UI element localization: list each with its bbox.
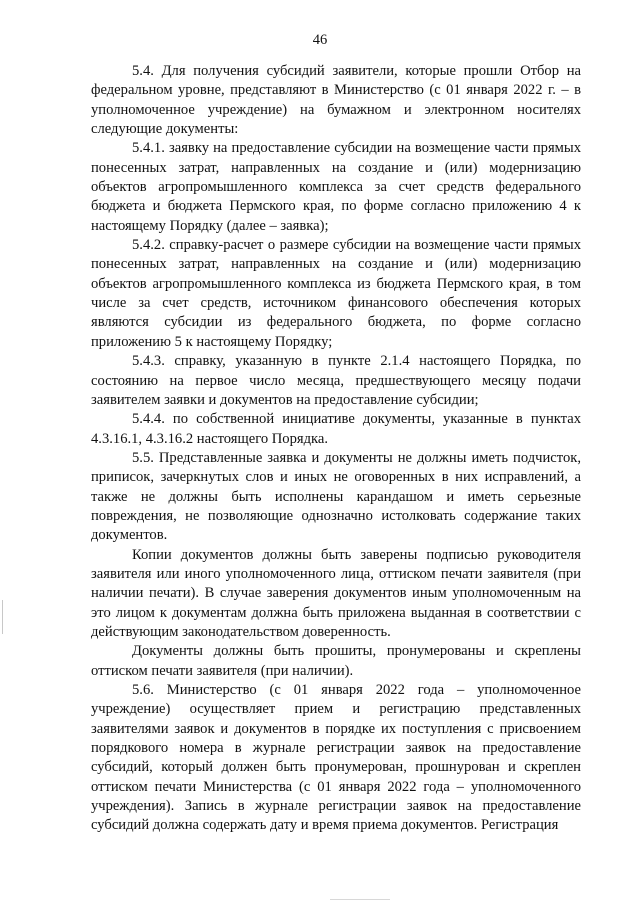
paragraph-5-5: 5.5. Представленные заявка и документы не должны иметь подчисток, приписок, зачеркнутых слов и иных не оговоренных в них исправлений, а также не должны быть исполнены карандашом и иметь серьезные повреждения, не позволяющие однозначно истолковать содержание таких документов. (91, 449, 581, 544)
paragraph-5-4-3: 5.4.3. справку, указанную в пункте 2.1.4 настоящего Порядка, по состоянию на первое число месяца, предшествующего месяцу подачи заявителем заявки и документов на предоставление субсидии; (91, 353, 581, 408)
page-number: 46 (312, 32, 328, 48)
paragraph-5-4-4: 5.4.4. по собственной инициативе документы, указанные в пунктах 4.3.16.1, 4.3.16.2 настоящего Порядка. (91, 411, 581, 447)
paragraph-5-4-2: 5.4.2. справку-расчет о размере субсидии на возмещение части прямых понесенных затрат, направленных на создание и (или) модернизацию объектов агропромышленного комплекса из бюджета Пермского края, в том числе за счет средств, источником финансового обеспечения которых являются субсидии из федерального бюджета, по форме согласно приложению 5 к настоящему Порядку; (91, 237, 581, 350)
paragraph-binding: Документы должны быть прошиты, пронумерованы и скреплены оттиском печати заявителя (при наличии). (91, 643, 581, 679)
document-body (91, 62, 581, 836)
paragraph-copies: Копии документов должны быть заверены подписью руководителя заявителя или иного уполномоченного лица, оттиском печати заявителя (при наличии печати). В случае заверения документов иным уполномоченным на это лицом к документам должна быть приложена выданная в соответствии с действующим законодательством доверенность. (91, 546, 581, 640)
paragraph-5-6: 5.6. Министерство (с 01 января 2022 года – уполномоченное учреждение) осуществляет прием и регистрацию представленных заявителями заявок и документов в порядке их поступления с присвоением порядкового номера в журнале регистрации заявок на предоставление субсидий, который должен быть пронумерован, прошнурован и скреплен оттиском печати Министерства (с 01 января 2022 года – уполномоченного учреждения). Запись в журнале регистрации заявок на предоставление субсидий должна содержать дату и время приема документов. Регистрация (91, 682, 581, 834)
paragraph-5-4-1: 5.4.1. заявку на предоставление субсидии на возмещение части прямых понесенных затрат, направленных на создание и (или) модернизацию объектов агропромышленного комплекса за счет средств федерального бюджета и бюджета Пермского края, по форме согласно приложению 4 к настоящему Порядку (далее – заявка); (91, 140, 581, 234)
scan-edge-mark-bottom (330, 899, 390, 900)
paragraph-5-4: 5.4. Для получения субсидий заявители, которые прошли Отбор на федеральном уровне, представляют в Министерство (с 01 января 2022 г. – в уполномоченное учреждение) на бумажном и электронном носителях следующие документы: (91, 63, 581, 138)
scan-edge-mark (2, 600, 3, 634)
